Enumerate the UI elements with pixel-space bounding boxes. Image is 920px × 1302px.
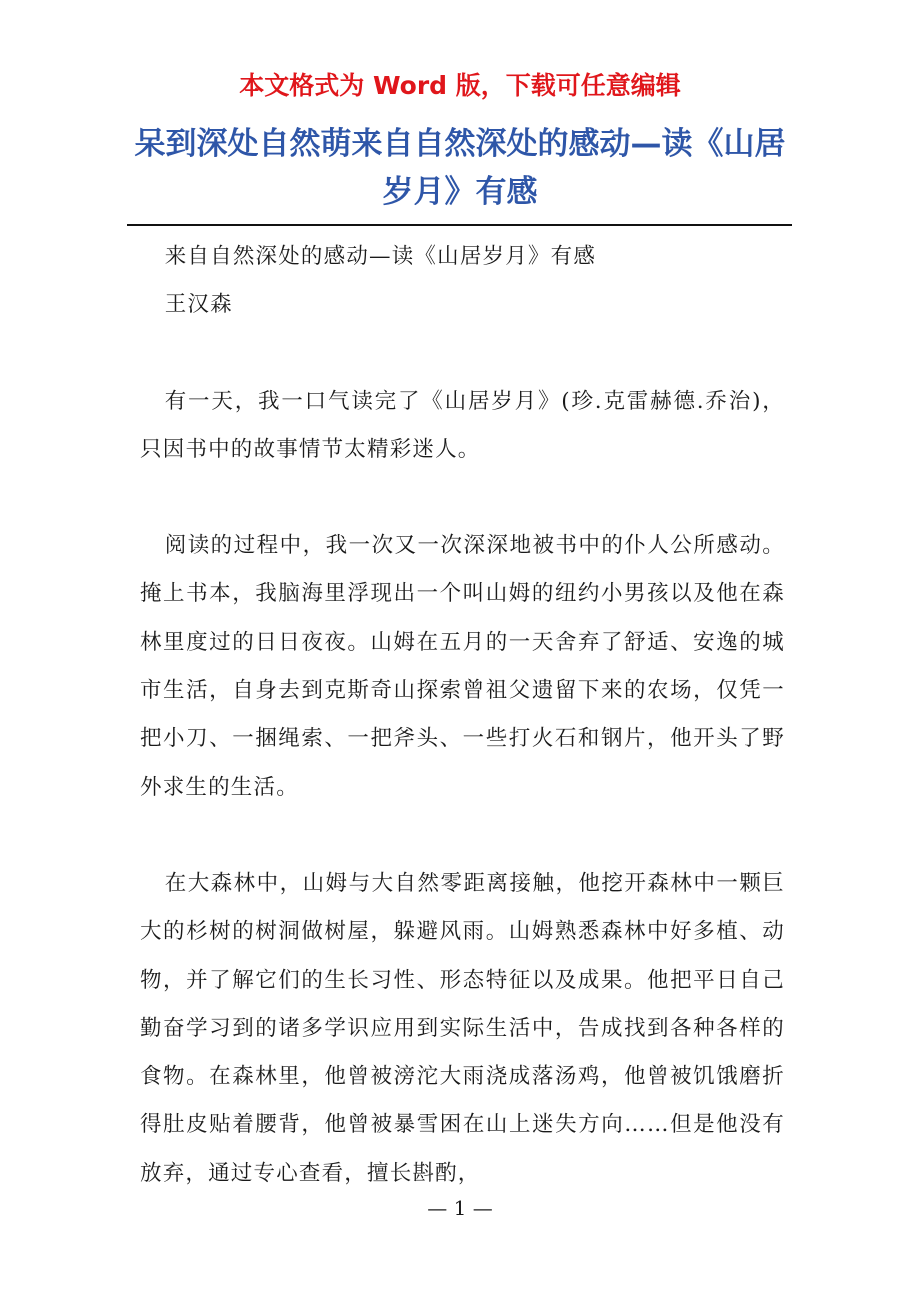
format-notice: 本文格式为 Word 版，下载可任意编辑 xyxy=(239,71,681,100)
article-body xyxy=(140,233,785,1198)
paragraph-gap xyxy=(140,474,785,522)
article-author: 王汉森 xyxy=(164,292,233,318)
paragraph-3: 在大森林中，山姆与大自然零距离接触，他挖开森林中一颗巨大的杉树的树洞做树屋，躲避风雨。山姆熟悉森林中好多植、动物，并了解它们的生长习性、形态特征以及成果。他把平日自己勤奋学习到的诸多学识应用到实际生活中，告成找到各种各样的食物。在森林里，他曾被滂沱大雨浇成落汤鸡，他曾被饥饿磨折得肚皮贴着腰背，他曾被暴雪困在山上迷失方向……但是他没有放弃，通过专心查看，擅长斟酌， xyxy=(140,870,785,1186)
page-title: 呆到深处自然萌来自自然深处的感动—读《山居岁月》有感 xyxy=(134,126,786,210)
paragraph-2: 阅读的过程中，我一次又一次深深地被书中的仆人公所感动。掩上书本，我脑海里浮现出一个叫山姆的纽约小男孩以及他在森林里度过的日日夜夜。山姆在五月的一天舍弃了舒适、安逸的城市生活，自身去到克斯奇山探索曾祖父遗留下来的农场，仅凭一把小刀、一捆绳索、一把斧头、一些打火石和钢片，他开头了野外求生的生活。 xyxy=(140,533,785,800)
paragraph-gap xyxy=(140,812,785,860)
article-subtitle: 来自自然深处的感动—读《山居岁月》有感 xyxy=(164,244,597,269)
paragraph-1: 有一天，我一口气读完了《山居岁月》(珍.克雷赫德.乔治)，只因书中的故事情节太精彩迷人。 xyxy=(140,388,785,462)
page-number: — 1 — xyxy=(427,1196,493,1220)
paragraph-gap xyxy=(140,330,785,378)
title-divider xyxy=(127,224,792,226)
